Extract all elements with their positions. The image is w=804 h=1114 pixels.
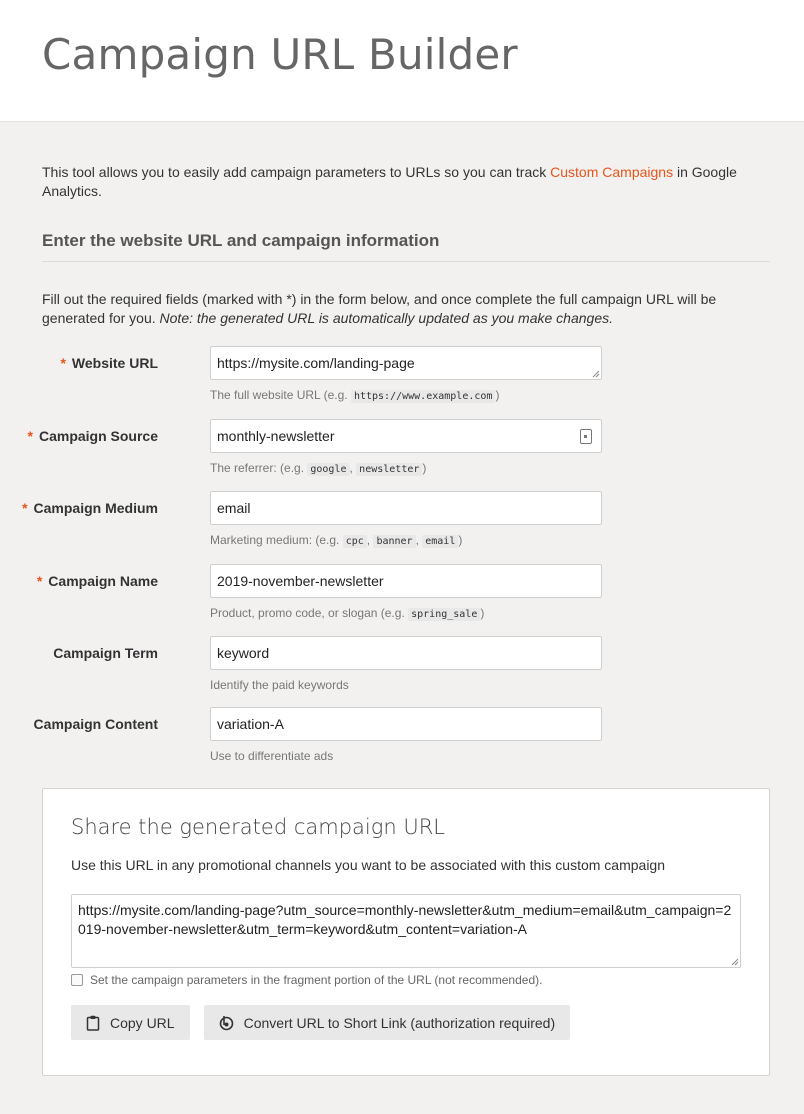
page-title: Campaign URL Builder [42,30,518,79]
website-url-row [42,346,770,404]
section-title: Enter the website URL and campaign information [42,231,770,262]
campaign-source-help-suffix: ) [422,461,427,475]
website-url-help-example: https://www.example.com [351,390,495,403]
website-url-value: https://mysite.com/landing-page [217,355,415,371]
campaign-source-label [0,428,158,444]
campaign-name-help-suffix: ) [480,606,485,620]
campaign-source-help [210,459,770,477]
main-content [0,163,804,1076]
resize-handle-icon[interactable] [730,957,739,966]
share-actions [71,1005,741,1040]
campaign-name-input[interactable] [210,564,602,598]
campaign-term-help: Identify the paid keywords [210,678,349,692]
campaign-content-input[interactable] [210,707,602,741]
campaign-form [22,346,770,765]
campaign-source-row [27,419,770,477]
generated-url-value: https://mysite.com/landing-page?utm_source=monthly-newsletter&utm_medium=email&utm_campaign=2019-november-newsletter&utm_term=keyword&utm_content=variation-A [78,902,732,937]
resize-handle-icon[interactable] [591,369,600,378]
campaign-medium-help-separator-2: , [415,533,423,547]
website-url-help-prefix: The full website URL (e.g. [210,388,351,402]
instructions-text [42,290,770,328]
fragment-option [71,973,741,987]
copy-url-button[interactable] [71,1005,190,1040]
generated-url-textarea[interactable] [71,894,741,968]
campaign-source-help-prefix: The referrer: (e.g. [210,461,308,475]
website-url-help-suffix: ) [495,388,500,402]
campaign-content-row [33,707,770,765]
campaign-name-help [210,604,770,622]
campaign-term-input[interactable] [210,636,602,670]
required-marker: * [36,573,43,589]
campaign-source-input[interactable] [210,419,602,453]
campaign-medium-help-suffix: ) [458,533,463,547]
campaign-source-help-separator: , [349,461,357,475]
campaign-term-label: Campaign Term [53,645,158,661]
required-marker: * [22,500,28,516]
campaign-content-value: variation-A [217,716,284,732]
campaign-name-help-prefix: Product, promo code, or slogan (e.g. [210,606,409,620]
page-header [0,0,804,122]
campaign-content-label: Campaign Content [33,716,158,732]
share-description: Use this URL in any promotional channels you want to be associated with this custom campaign [71,857,666,873]
website-url-input[interactable] [210,346,602,380]
campaign-source-value: monthly-newsletter [217,428,335,444]
intro-text-before: This tool allows you to easily add campaign parameters to URLs so you can track [42,164,551,180]
share-panel [42,788,770,1076]
password-manager-icon[interactable] [580,429,592,444]
campaign-source-help-example-1: google [307,463,349,476]
instructions-note: Note: the generated URL is automatically updated as you make changes. [159,310,613,326]
campaign-medium-value: email [217,500,251,516]
intro-text [42,163,770,201]
campaign-medium-input[interactable] [210,491,602,525]
campaign-medium-help-example-2: banner [373,535,415,548]
short-link-label: Convert URL to Short Link (authorization required) [243,1014,556,1031]
campaign-medium-help-prefix: Marketing medium: (e.g. [210,533,343,547]
campaign-name-help-example: spring_sale [408,608,480,621]
campaign-source-label-text: Campaign Source [38,428,158,444]
campaign-medium-help-separator-1: , [366,533,374,547]
campaign-medium-help-example-3: email [422,535,458,548]
clipboard-icon [86,1015,100,1031]
copy-url-label: Copy URL [110,1014,175,1031]
campaign-term-value: keyword [217,645,270,661]
campaign-name-row [36,564,770,622]
intro-text-after: in Google Analytics. [42,164,737,199]
required-marker: * [60,355,66,371]
website-url-label-text: Website URL [71,355,158,371]
instructions-body: Fill out the required fields (marked with *) in the form below, and once complete the full campaign URL will be generated for you. [42,291,717,326]
website-url-label [0,355,158,371]
campaign-medium-help-example-1: cpc [343,535,367,548]
fragment-checkbox-label: Set the campaign parameters in the fragment portion of the URL (not recommended). [90,973,543,987]
share-title: Share the generated campaign URL [71,815,445,839]
custom-campaigns-link[interactable]: Custom Campaigns [550,164,674,180]
campaign-name-label-text: Campaign Name [48,573,158,589]
campaign-medium-row [22,491,770,549]
campaign-medium-label-text: Campaign Medium [33,500,158,516]
campaign-name-label [0,573,158,589]
campaign-source-help-example-2: newsletter [356,463,422,476]
campaign-medium-help [210,531,770,549]
campaign-medium-label [0,500,158,516]
campaign-term-row [42,636,770,694]
bitly-icon [219,1015,234,1031]
campaign-name-value: 2019-november-newsletter [217,573,384,589]
website-url-help [210,386,770,404]
fragment-checkbox[interactable] [71,974,83,986]
short-link-button[interactable] [204,1005,571,1040]
required-marker: * [27,428,33,444]
campaign-content-help: Use to differentiate ads [210,749,334,763]
